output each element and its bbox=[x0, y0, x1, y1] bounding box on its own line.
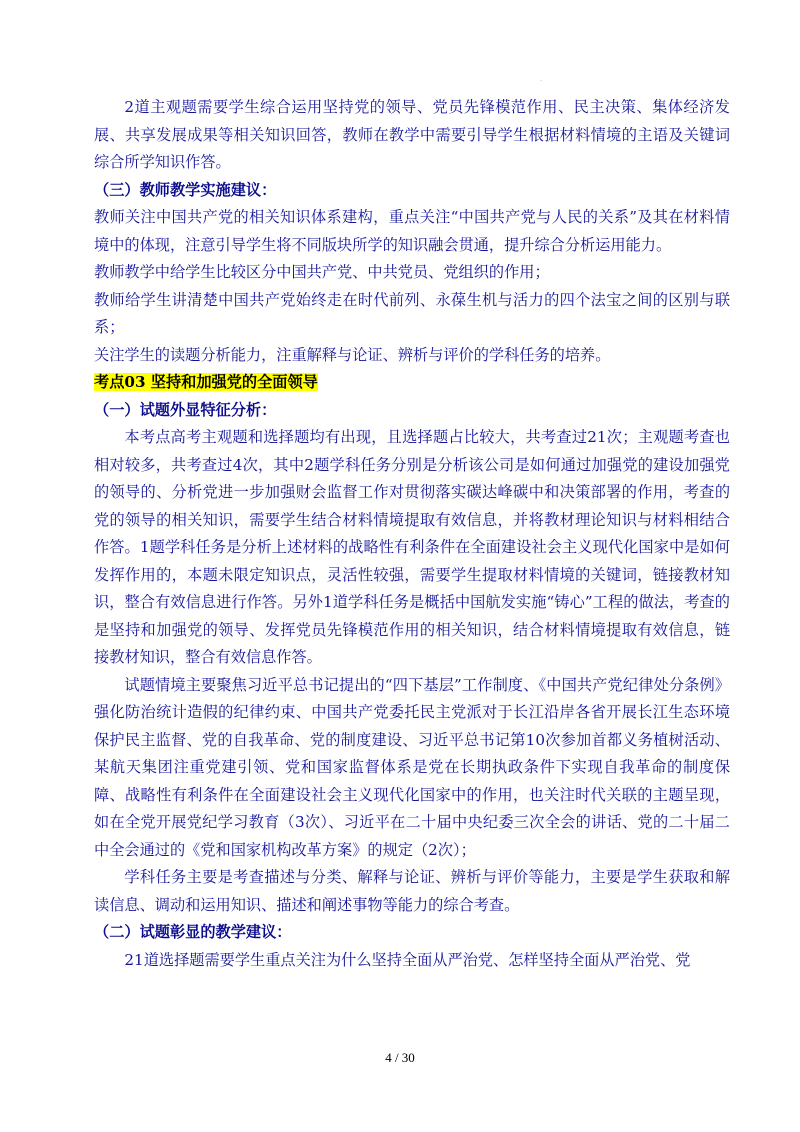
advice-paragraph: 21道选择题需要学生重点关注为什么坚持全面从严治党、怎样坚持全面从严治党、党 bbox=[124, 950, 691, 969]
paragraph-subjective-questions: 2道主观题需要学生综合运用坚持党的领导、党员先锋模范作用、民主决策、集体经济发展、共享发展成果等相关知识回答，教师在教学中需要引导学生根据材料情境的主语及关键词综合所学知识作答。 bbox=[94, 98, 730, 171]
suggestion-item: 教师给学生讲清楚中国共产党始终走在时代前列、永葆生机与活力的四个法宝之间的区别与联系； bbox=[94, 290, 730, 336]
page-number: 4 / 30 bbox=[385, 1050, 415, 1065]
analysis-paragraph: 本考点高考主观题和选择题均有出现，且选择题占比较大，共考查过21次；主观题考查也相对较多，共考查过4次，其中2题学科任务分别是分析该公司是如何通过加强党的建设加强党的领导的、分析党进一步加强财会监督工作对贯彻落实碳达峰碳中和决策部署的作用，考查的党的领导的相关知识，需要学生结合材料情境提取有效信息，并将教材理论知识与材料相结合作答。1题学科任务是分析上述材料的战略性有利条件在全面建设社会主义现代化国家中是如何发挥作用的，本题未限定知识点，灵活性较强，需要学生提取材料情境的关键词，链接教材知识，整合有效信息进行作答。另外1道学科任务是概括中国航发实施“铸心”工程的做法，考查的是坚持和加强党的领导、发挥党员先锋模范作用的相关知识，结合材料情境提取有效信息，链接教材知识，整合有效信息作答。 bbox=[94, 428, 730, 666]
analysis-paragraph: 学科任务主要是考查描述与分类、解释与论证、辨析与评价等能力，主要是学生获取和解读信息、调动和运用知识、描述和阐述事物等能力的综合考查。 bbox=[94, 868, 730, 914]
section-heading-teaching-advice: （二）试题彰显的教学建议： bbox=[94, 923, 292, 941]
suggestion-item: 关注学生的读题分析能力，注重解释与论证、辨析与评价的学科任务的培养。 bbox=[94, 345, 611, 364]
suggestion-item: 教师教学中给学生比较区分中国共产党、中共党员、党组织的作用； bbox=[94, 263, 550, 281]
section-heading-teaching-suggestions: （三）教师教学实施建议： bbox=[94, 180, 277, 199]
analysis-paragraph: 试题情境主要聚焦习近平总书记提出的“四下基层”工作制度、《中国共产党纪律处分条例》强化防治统计造假的纪律约束、中国共产党委托民主党派对于长江沿岸各省开展长江生态环境保护民主监督、党的自我革命、党的制度建设、习近平总书记第10次参加首都义务植树活动、某航天集团注重党建引领、党和国家监督体系是党在长期执政条件下实现自我革命的制度保障、战略性有利条件在全面建设社会主义现代化国家中的作用，也关注时代关联的主题呈现，如在全党开展党纪学习教育（3次）、习近平在二十届中央纪委三次全会的讲话、党的二十届二中全会通过的《党和国家机构改革方案》的规定（2次）； bbox=[94, 675, 730, 859]
scan-dot: · bbox=[540, 78, 542, 85]
exam-point-heading bbox=[94, 369, 730, 397]
section-heading-feature-analysis: （一）试题外显特征分析： bbox=[94, 400, 277, 419]
page-content bbox=[94, 94, 730, 974]
suggestion-item: 教师关注中国共产党的相关知识体系建构，重点关注“中国共产党与人民的关系”及其在材料情境中的体现，注意引导学生将不同版块所学的知识融会贯通，提升综合分析运用能力。 bbox=[94, 208, 730, 254]
exam-point-highlight: 考点03 坚持和加强党的全面领导 bbox=[94, 373, 318, 391]
